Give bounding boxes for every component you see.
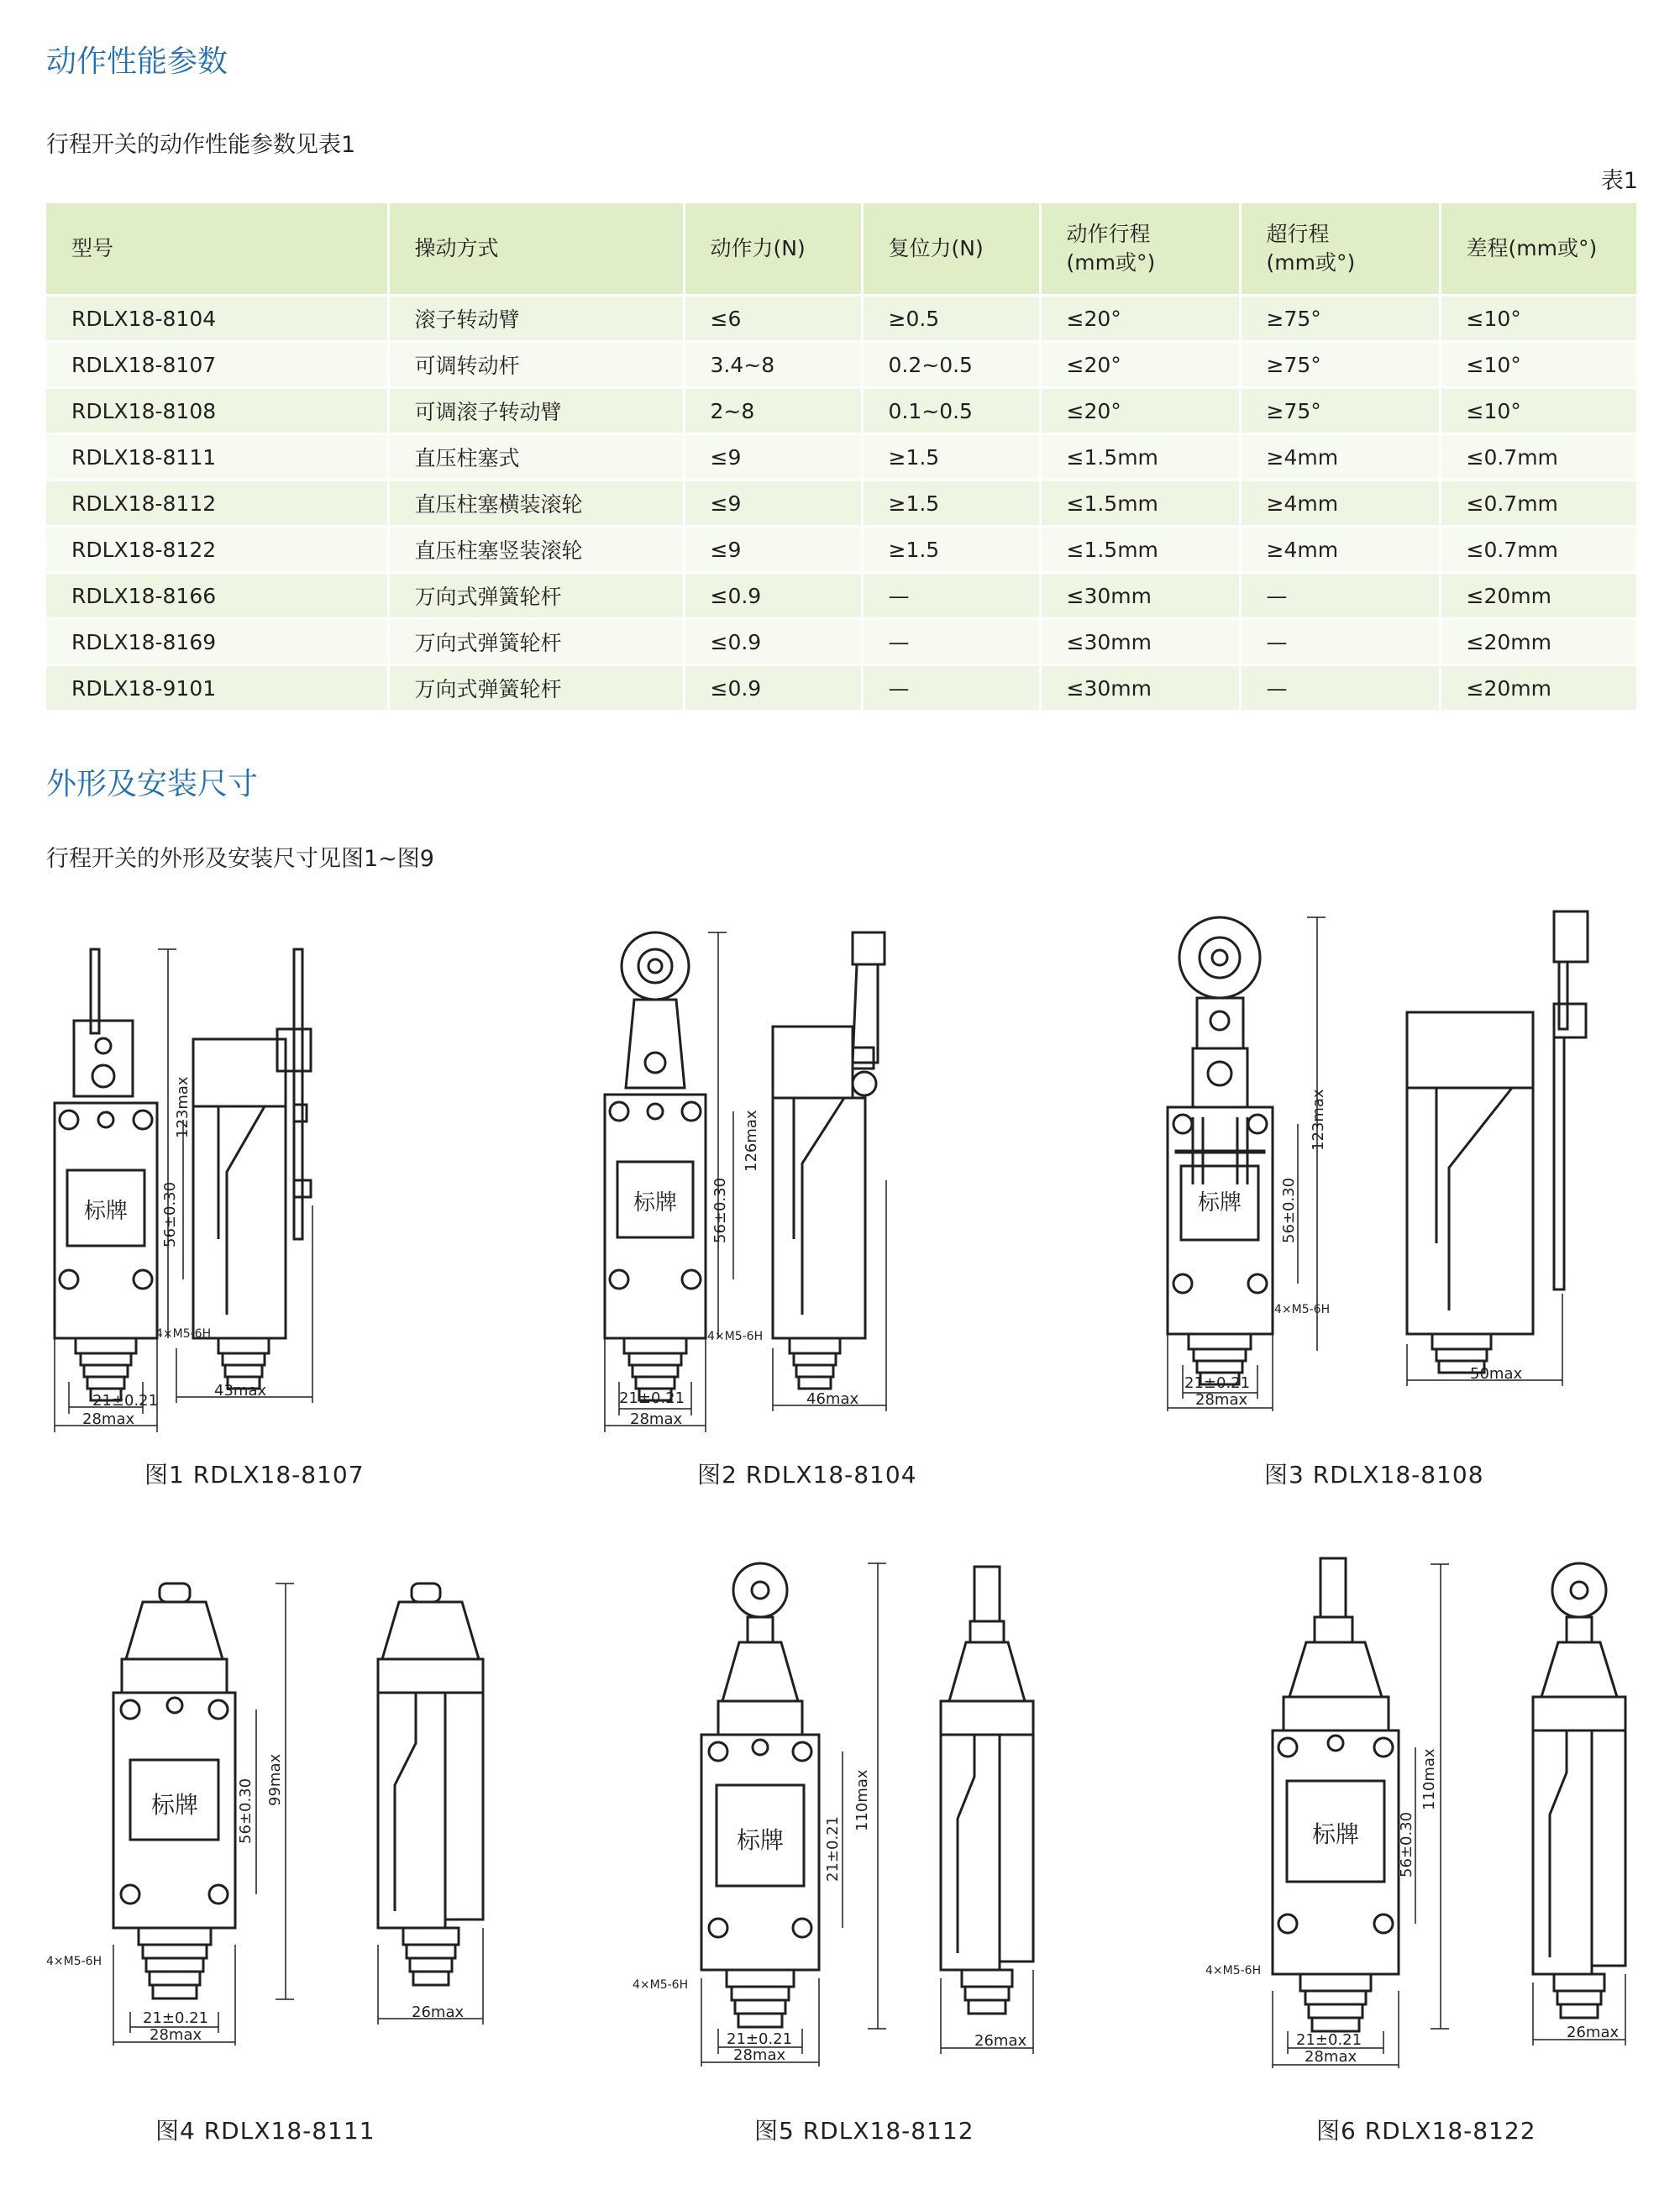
table-row (46, 388, 1636, 434)
table-cell: — (862, 573, 1040, 619)
svg-text:21±0.21: 21±0.21 (727, 2030, 793, 2048)
table-cell: 2~8 (684, 388, 862, 434)
svg-text:标牌: 标牌 (83, 1199, 129, 1224)
table-row (46, 434, 1636, 481)
header-operating-force: 动作力(N) (684, 203, 862, 296)
table-cell: — (862, 619, 1040, 665)
svg-text:126max: 126max (743, 1110, 760, 1172)
table-cell: 直压柱塞式 (388, 434, 684, 481)
table-cell: — (1240, 665, 1440, 711)
header-overtravel: 超行程 (mm或°) (1240, 203, 1440, 296)
table-cell: ≤1.5mm (1040, 481, 1240, 527)
svg-text:标牌: 标牌 (633, 1190, 678, 1216)
table-cell: ≤9 (684, 434, 862, 481)
table-cell: ≤9 (684, 527, 862, 573)
table-cell: RDLX18-8166 (46, 573, 388, 619)
side-view (1533, 1563, 1625, 2018)
front-view (55, 949, 157, 1400)
figure-1-drawing (50, 937, 487, 1428)
svg-text:28max: 28max (733, 2046, 786, 2064)
svg-text:110max: 110max (1420, 1748, 1438, 1810)
table-cell: RDLX18-8112 (46, 481, 388, 527)
table-cell: ≥1.5 (862, 481, 1040, 527)
table-cell: — (1240, 573, 1440, 619)
svg-text:4×M5-6H: 4×M5-6H (46, 1955, 102, 1968)
table-cell: ≤20° (1040, 296, 1240, 342)
figure-6-caption: 图6 RDLX18-8122 (1316, 2117, 1536, 2145)
figure-2-caption: 图2 RDLX18-8104 (697, 1461, 917, 1489)
table-row (46, 296, 1636, 342)
header-differential: 差程(mm或°) (1440, 203, 1636, 296)
table-cell: — (1240, 619, 1440, 665)
figure-3-caption: 图3 RDLX18-8108 (1264, 1461, 1484, 1489)
table-cell: ≤0.9 (684, 665, 862, 711)
table-cell: ≤6 (684, 296, 862, 342)
figure-6-drawing (1193, 1554, 1663, 2066)
front-view (701, 1563, 819, 2027)
section-title-performance: 动作性能参数 (46, 45, 228, 79)
dimensions-intro: 行程开关的外形及安装尺寸见图1~图9 (46, 846, 434, 872)
table-cell: ≥4mm (1240, 481, 1440, 527)
figure-2-drawing (601, 928, 1037, 1428)
svg-text:21±0.21: 21±0.21 (824, 1815, 842, 1882)
header-operation: 操动方式 (388, 203, 684, 296)
svg-text:26max: 26max (974, 2032, 1027, 2050)
svg-text:123max: 123max (1310, 1089, 1327, 1151)
svg-text:56±0.30: 56±0.30 (711, 1177, 729, 1243)
svg-text:21±0.21: 21±0.21 (92, 1392, 159, 1410)
front-view (1273, 1558, 1399, 2031)
side-view (193, 949, 311, 1389)
table-header-row (46, 203, 1636, 296)
table-cell: ≤20mm (1440, 619, 1636, 665)
table-row (46, 665, 1636, 711)
svg-text:标牌: 标牌 (1197, 1190, 1242, 1216)
svg-text:50max: 50max (1470, 1365, 1523, 1383)
svg-text:28max: 28max (82, 1410, 135, 1428)
table-cell: ≤30mm (1040, 573, 1240, 619)
table-cell: RDLX18-8104 (46, 296, 388, 342)
table-cell: ≤20mm (1440, 573, 1636, 619)
table-cell: ≤0.7mm (1440, 434, 1636, 481)
table-cell: ≥75° (1240, 296, 1440, 342)
front-view (1168, 917, 1273, 1384)
performance-intro: 行程开关的动作性能参数见表1 (46, 132, 356, 158)
table-cell: — (862, 665, 1040, 711)
table-cell: ≤9 (684, 481, 862, 527)
table-cell: 0.2~0.5 (862, 342, 1040, 388)
front-view (113, 1583, 235, 1998)
svg-text:4×M5-6H: 4×M5-6H (155, 1327, 212, 1341)
svg-text:43max: 43max (214, 1382, 267, 1400)
svg-text:21±0.21: 21±0.21 (1184, 1374, 1251, 1392)
svg-text:标牌: 标牌 (150, 1791, 199, 1819)
table-cell: 万向式弹簧轮杆 (388, 665, 684, 711)
table-cell: 万向式弹簧轮杆 (388, 573, 684, 619)
svg-text:56±0.30: 56±0.30 (161, 1181, 179, 1247)
performance-table (46, 203, 1636, 710)
table-cell: RDLX18-8107 (46, 342, 388, 388)
svg-text:标牌: 标牌 (736, 1826, 785, 1854)
side-view (941, 1567, 1033, 2014)
table-cell: ≤10° (1440, 342, 1636, 388)
table-cell: 滚子转动臂 (388, 296, 684, 342)
side-view (378, 1583, 483, 1985)
table-cell: ≥75° (1240, 388, 1440, 434)
table-cell: ≤30mm (1040, 665, 1240, 711)
section-title-dimensions: 外形及安装尺寸 (46, 767, 259, 801)
table-cell: ≤10° (1440, 388, 1636, 434)
svg-text:4×M5-6H: 4×M5-6H (633, 1978, 689, 1992)
svg-text:28max: 28max (1305, 2048, 1357, 2066)
figure-1-caption: 图1 RDLX18-8107 (144, 1461, 365, 1489)
svg-text:21±0.21: 21±0.21 (619, 1389, 685, 1407)
side-view (773, 932, 885, 1389)
svg-text:28max: 28max (150, 2026, 202, 2044)
svg-text:标牌: 标牌 (1311, 1820, 1360, 1848)
table-cell: RDLX18-8108 (46, 388, 388, 434)
svg-text:28max: 28max (630, 1410, 683, 1428)
figure-5-caption: 图5 RDLX18-8112 (754, 2117, 974, 2145)
svg-text:99max: 99max (266, 1753, 284, 1806)
table-row (46, 527, 1636, 573)
svg-text:56±0.30: 56±0.30 (1280, 1177, 1298, 1243)
figure-4-drawing (42, 1575, 512, 2058)
svg-text:26max: 26max (412, 2004, 465, 2021)
table-cell: ≥1.5 (862, 527, 1040, 573)
table-cell: ≤1.5mm (1040, 527, 1240, 573)
svg-text:21±0.21: 21±0.21 (143, 2009, 209, 2027)
svg-text:4×M5-6H: 4×M5-6H (707, 1330, 764, 1343)
table-number: 表1 (1600, 168, 1638, 194)
svg-text:26max: 26max (1567, 2024, 1620, 2041)
svg-text:28max: 28max (1195, 1391, 1248, 1409)
header-travel: 动作行程 (mm或°) (1040, 203, 1240, 296)
figure-4-caption: 图4 RDLX18-8111 (155, 2117, 375, 2145)
table-cell: 可调转动杆 (388, 342, 684, 388)
table-cell: ≥0.5 (862, 296, 1040, 342)
table-cell: ≥1.5 (862, 434, 1040, 481)
table-row (46, 619, 1636, 665)
table-cell: ≤0.7mm (1440, 527, 1636, 573)
table-cell: 可调滚子转动臂 (388, 388, 684, 434)
svg-text:4×M5-6H: 4×M5-6H (1205, 1964, 1262, 1977)
table-cell: RDLX18-8122 (46, 527, 388, 573)
table-cell: RDLX18-8111 (46, 434, 388, 481)
svg-text:4×M5-6H: 4×M5-6H (1274, 1303, 1331, 1316)
table-row (46, 342, 1636, 388)
figure-5-drawing (617, 1558, 1088, 2062)
table-cell: ≤0.7mm (1440, 481, 1636, 527)
table-cell: 直压柱塞横装滚轮 (388, 481, 684, 527)
front-view (605, 932, 706, 1400)
svg-text:56±0.30: 56±0.30 (1398, 1811, 1415, 1878)
table-cell: ≤20mm (1440, 665, 1636, 711)
svg-text:46max: 46max (806, 1390, 859, 1408)
table-cell: RDLX18-9101 (46, 665, 388, 711)
table-cell: ≤1.5mm (1040, 434, 1240, 481)
table-cell: ≥4mm (1240, 527, 1440, 573)
header-release-force: 复位力(N) (862, 203, 1040, 296)
table-cell: 3.4~8 (684, 342, 862, 388)
svg-text:123max: 123max (174, 1076, 192, 1138)
table-cell: ≤20° (1040, 388, 1240, 434)
table-cell: RDLX18-8169 (46, 619, 388, 665)
table-cell: ≥4mm (1240, 434, 1440, 481)
svg-text:56±0.30: 56±0.30 (237, 1778, 255, 1844)
figure-3-drawing (1159, 907, 1630, 1409)
table-cell: 万向式弹簧轮杆 (388, 619, 684, 665)
header-model: 型号 (46, 203, 388, 296)
table-body (46, 296, 1636, 711)
table-cell: ≤20° (1040, 342, 1240, 388)
svg-text:110max: 110max (853, 1769, 871, 1831)
table-cell: ≥75° (1240, 342, 1440, 388)
table-row (46, 573, 1636, 619)
table-cell: 0.1~0.5 (862, 388, 1040, 434)
table-cell: ≤0.9 (684, 619, 862, 665)
table-cell: 直压柱塞竖装滚轮 (388, 527, 684, 573)
table-row (46, 481, 1636, 527)
table-cell: ≤30mm (1040, 619, 1240, 665)
table-cell: ≤0.9 (684, 573, 862, 619)
svg-text:21±0.21: 21±0.21 (1296, 2031, 1362, 2049)
table-cell: ≤10° (1440, 296, 1636, 342)
side-view (1407, 911, 1588, 1373)
